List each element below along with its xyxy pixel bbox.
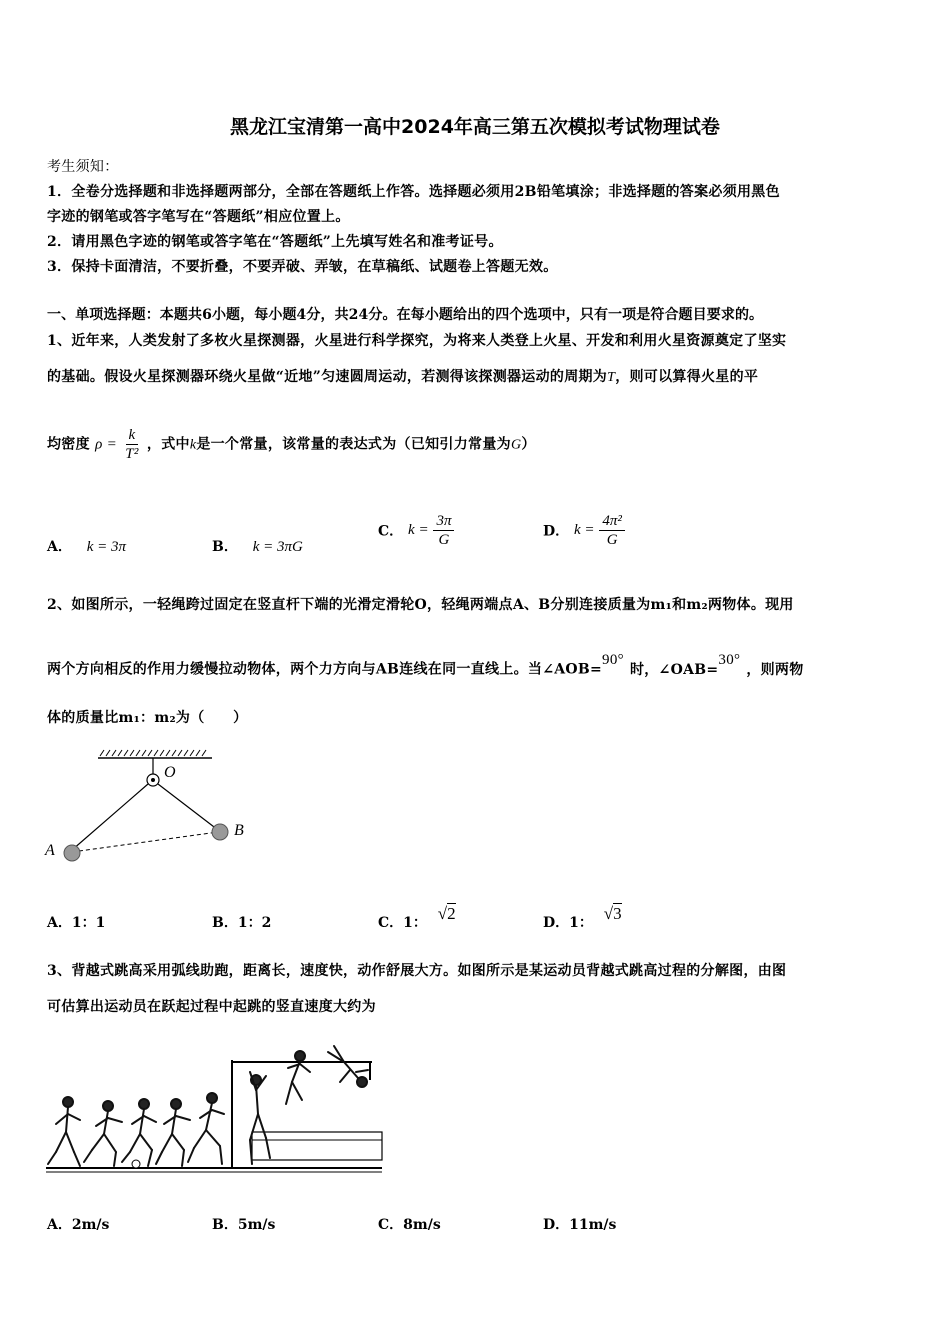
option-text: 11m/s (569, 1217, 617, 1233)
radicand: 3 (613, 904, 622, 923)
q3-option-a[interactable] (47, 1214, 109, 1234)
option-lhs: k = (408, 522, 429, 538)
option-label: B． (212, 915, 238, 931)
option-label: C． (378, 915, 404, 931)
notice-item-1-cont: 字迹的钢笔或答字笔写在“答题纸”相应位置上。 (47, 209, 350, 225)
q2-line3: 体的质量比m₁：m₂为（ ） (47, 710, 248, 726)
q1-option-a[interactable] (47, 536, 126, 556)
q1-line3-text-c: 是一个常量，该常量的表达式为（已知引力常量为 (196, 436, 511, 453)
option-label: A． (47, 1217, 72, 1233)
q2-line1: 2、如图所示，一轻绳跨过固定在竖直杆下端的光滑定滑轮O，轻绳两端点A、B分别连接质量为m₁和m₂两物体。现用 (47, 597, 794, 613)
option-text: 1：1 (71, 915, 106, 931)
q1-density-fraction (122, 426, 141, 463)
q1-var-T: T (607, 370, 616, 385)
q2-line2-text-a: 两个方向相反的作用力缓慢拉动物体，两个力方向与AB连线在同一直线上。当∠AOB= (47, 661, 603, 678)
option-text: 1： (403, 915, 427, 931)
mass-b (212, 824, 228, 840)
q2-option-c[interactable] (378, 904, 456, 932)
label-o: O (164, 764, 176, 781)
athlete-1 (48, 1097, 80, 1166)
ball-marker (132, 1160, 140, 1168)
q1-line1: 1、近年来，人类发射了多枚火星探测器，火星进行科学探究，为将来人类登上火星、开发和利用火星资源奠定了坚实 (47, 333, 787, 349)
option-text: 1：2 (237, 915, 272, 931)
q1-var-k: k (189, 437, 197, 453)
q2-option-d[interactable] (543, 904, 622, 932)
q3-option-c[interactable] (378, 1214, 441, 1234)
q1-line2 (47, 366, 758, 386)
q1-option-c[interactable] (378, 512, 454, 549)
q1-line2-text-a: 的基础。假设火星探测器环绕火星做“近地”匀速圆周运动，若测得该探测器运动的周期为 (47, 369, 608, 385)
athlete-5 (188, 1093, 224, 1164)
q3-option-d[interactable] (543, 1214, 616, 1234)
radicand: 2 (447, 904, 456, 923)
athlete-4 (156, 1099, 190, 1166)
q3-high-jump-figure (44, 1040, 384, 1180)
q3-option-b[interactable] (212, 1214, 275, 1234)
line-ab-dashed (72, 832, 218, 852)
option-label: B． (212, 539, 238, 555)
q1-option-d[interactable] (543, 512, 625, 549)
option-label: D． (543, 915, 570, 931)
ceiling-hatch (98, 750, 212, 758)
notice-item-2: 2．请用黑色字迹的钢笔或答字笔在“答题纸”上先填写姓名和准考证号。 (47, 234, 503, 250)
q1-option-b[interactable] (212, 536, 303, 556)
q2-option-a[interactable] (47, 912, 105, 932)
q2-angle-aob: 90° (602, 652, 624, 668)
q1-line3-text-d: ） (521, 436, 536, 453)
athlete-8-over-bar (328, 1046, 368, 1087)
q2-line2-text-c: ，则两物 (746, 661, 804, 678)
athlete-3 (122, 1099, 156, 1166)
option-label: B． (212, 1217, 238, 1233)
page-title: 黑龙江宝清第一高中2024年高三第五次模拟考试物理试卷 (230, 116, 720, 138)
athlete-sequence (48, 1046, 368, 1166)
rope-ob (158, 784, 218, 830)
athlete-6-takeoff (250, 1072, 270, 1164)
q1-rho: ρ = (95, 436, 118, 453)
q1-frac-den: T² (125, 446, 139, 462)
q1-line2-text-b: ，则可以算得火星的平 (615, 369, 759, 385)
q1-frac-num: k (126, 426, 139, 445)
option-text: 2m/s (71, 1217, 110, 1233)
q3-line1: 3、背越式跳高采用弧线助跑，距离长，速度快，动作舒展大方。如图所示是某运动员背越式跳高过程的分解图，由图 (47, 963, 787, 979)
frac-num: 3π (433, 512, 454, 531)
label-a: A (45, 842, 55, 859)
frac-num: 4π² (599, 512, 625, 531)
frac-den: G (438, 532, 450, 548)
athlete-7-rising (286, 1051, 310, 1104)
notice-item-3: 3．保持卡面清洁，不要折叠，不要弄破、弄皱，在草稿纸、试题卷上答题无效。 (47, 259, 558, 275)
option-text: 8m/s (403, 1217, 441, 1233)
q2-pulley-figure (40, 746, 270, 871)
sqrt-icon: √2 (437, 904, 456, 923)
option-text: 5m/s (237, 1217, 276, 1233)
option-label: A． (47, 539, 72, 555)
label-b: B (234, 822, 244, 839)
q1-option-d-fraction (599, 512, 625, 549)
option-text: 1： (569, 915, 593, 931)
option-lhs: k = (574, 522, 595, 538)
option-expr: k = 3πG (252, 539, 303, 555)
q3-line2: 可估算出运动员在跃起过程中起跳的竖直速度大约为 (47, 999, 376, 1015)
option-expr: k = 3π (86, 539, 127, 555)
q1-line3-text-a: 均密度 (47, 436, 90, 453)
q1-line3-text-b: ，式中 (146, 436, 190, 453)
landing-mat (252, 1132, 382, 1160)
q1-option-c-fraction (433, 512, 454, 549)
q2-line2 (47, 652, 804, 679)
mass-a (64, 845, 80, 861)
option-label: D． (543, 523, 570, 540)
sqrt-icon: √3 (603, 904, 622, 923)
athlete-2 (84, 1101, 122, 1166)
option-label: D． (543, 1217, 570, 1233)
option-label: A． (47, 915, 72, 931)
notice-item-1: 1．全卷分选择题和非选择题两部分，全部在答题纸上作答。选择题必须用2B铅笔填涂；非选择题的答案必须用黑色 (47, 184, 780, 200)
rope-oa (72, 784, 148, 850)
q1-var-G: G (510, 437, 522, 453)
q2-angle-oab: 30° (718, 652, 741, 668)
q2-option-b[interactable] (212, 912, 271, 932)
section-heading: 一、单项选择题：本题共6小题，每小题4分，共24分。在每小题给出的四个选项中，只有一项是符合题目要求的。 (47, 307, 764, 323)
frac-den: G (606, 532, 618, 548)
pulley-axle (151, 778, 155, 782)
notice-heading: 考生须知： (47, 159, 119, 175)
option-label: C． (378, 523, 404, 540)
q2-line2-text-b: 时，∠OAB= (629, 661, 719, 678)
option-label: C． (378, 1217, 404, 1233)
q1-line3 (47, 426, 536, 463)
